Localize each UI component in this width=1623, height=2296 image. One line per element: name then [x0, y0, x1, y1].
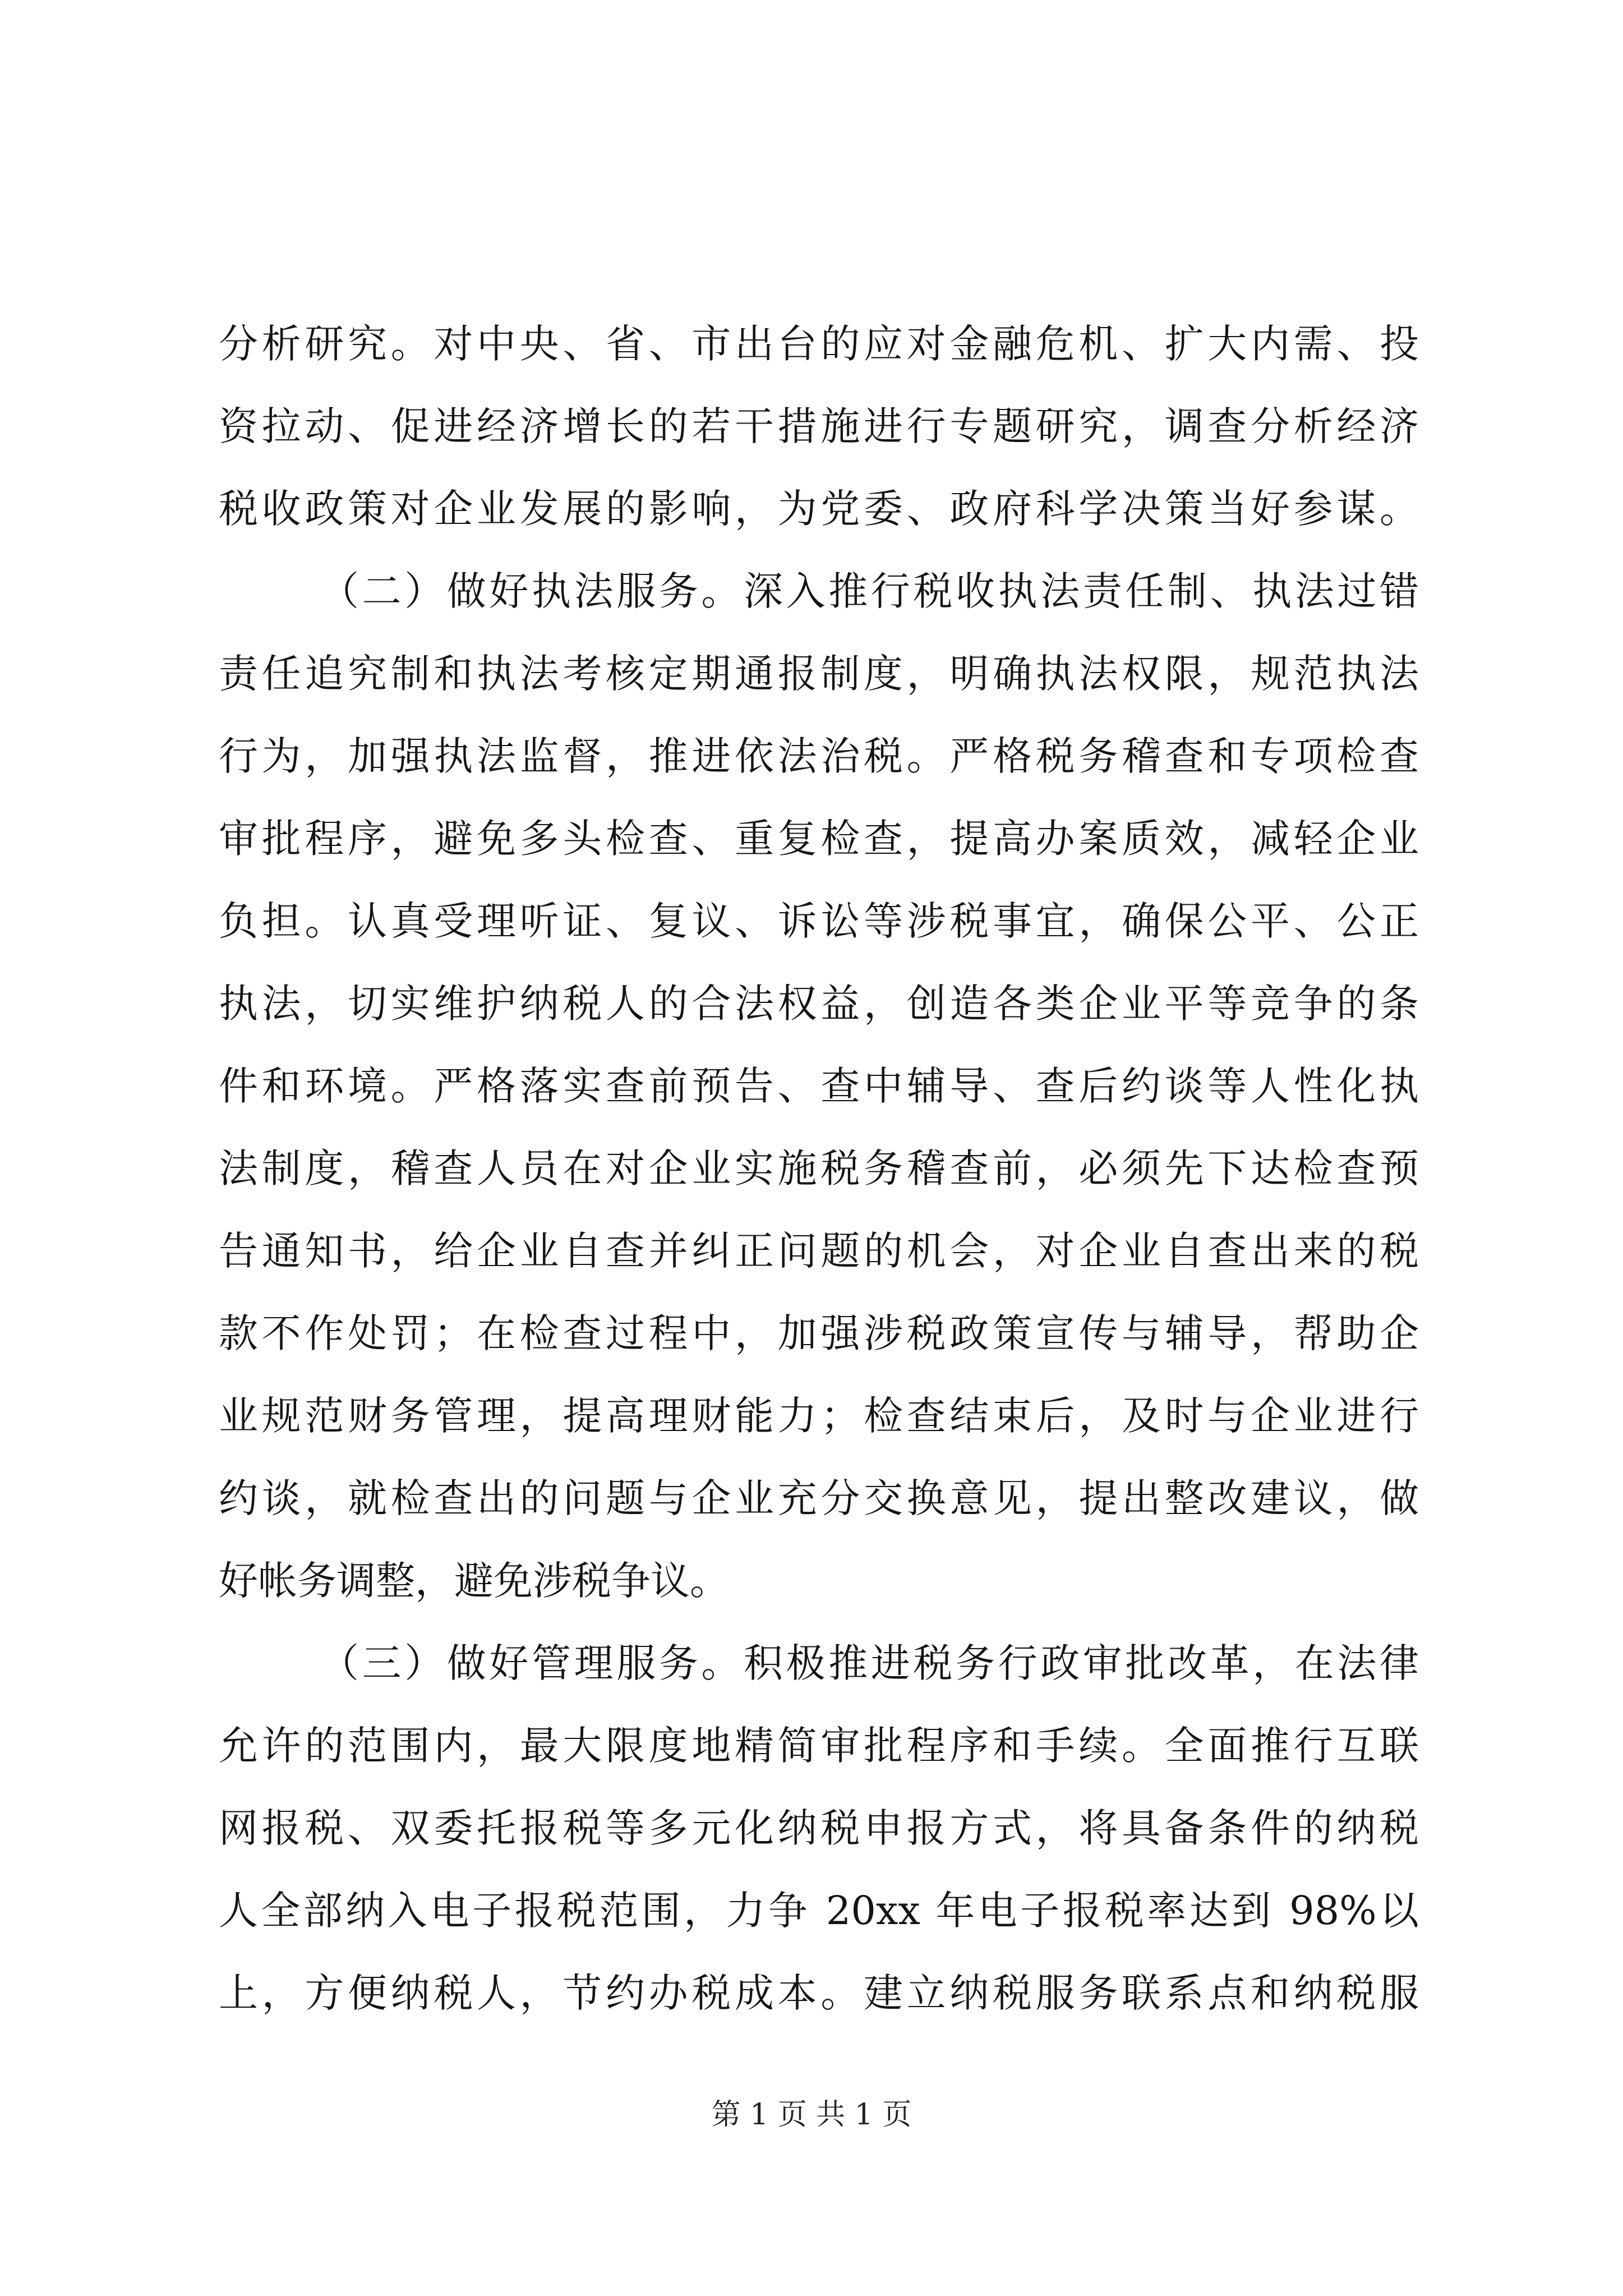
text-line: 允许的范围内，最大限度地精简审批程序和手续。全面推行互联	[219, 1723, 1419, 1769]
text-line: 执法，切实维护纳税人的合法权益，创造各类企业平等竞争的条	[219, 981, 1419, 1027]
text-line: 法制度，稽查人员在对企业实施税务稽查前，必须先下达检查预	[219, 1145, 1419, 1191]
text-line: 网报税、双委托报税等多元化纳税申报方式，将具备条件的纳税	[219, 1805, 1419, 1851]
text-line: （三）做好管理服务。积极推进税务行政审批改革，在法律	[320, 1640, 1419, 1686]
text-line: 人全部纳入电子报税范围，力争 20xx 年电子报税率达到 98%以	[219, 1888, 1419, 1934]
text-line: 件和环境。严格落实查前预告、查中辅导、查后约谈等人性化执	[219, 1063, 1419, 1109]
text-line: 好帐务调整，避免涉税争议。	[219, 1558, 729, 1604]
text-line: 款不作处罚；在检查过程中，加强涉税政策宣传与辅导，帮助企	[219, 1310, 1419, 1356]
text-line: 资拉动、促进经济增长的若干措施进行专题研究，调查分析经济	[219, 403, 1419, 449]
text-line: （二）做好执法服务。深入推行税收执法责任制、执法过错	[320, 568, 1419, 614]
text-line: 税收政策对企业发展的影响，为党委、政府科学决策当好参谋。	[219, 486, 1419, 532]
document-body	[219, 303, 1419, 2035]
text-line: 行为，加强执法监督，推进依法治税。严格税务稽查和专项检查	[219, 733, 1419, 779]
text-line: 负担。认真受理听证、复议、诉讼等涉税事宜，确保公平、公正	[219, 898, 1419, 944]
text-line: 告通知书，给企业自查并纠正问题的机会，对企业自查出来的税	[219, 1228, 1419, 1274]
page-number-footer: 第 1 页 共 1 页	[711, 2098, 912, 2132]
text-line: 上，方便纳税人，节约办税成本。建立纳税服务联系点和纳税服	[219, 1970, 1419, 2016]
text-line: 业规范财务管理，提高理财能力；检查结束后，及时与企业进行	[219, 1393, 1419, 1439]
text-line: 约谈，就检查出的问题与企业充分交换意见，提出整改建议，做	[219, 1475, 1419, 1521]
text-line: 分析研究。对中央、省、市出台的应对金融危机、扩大内需、投	[219, 321, 1419, 367]
text-line: 责任追究制和执法考核定期通报制度，明确执法权限，规范执法	[219, 651, 1419, 697]
text-line: 审批程序，避免多头检查、重复检查，提高办案质效，减轻企业	[219, 816, 1419, 862]
